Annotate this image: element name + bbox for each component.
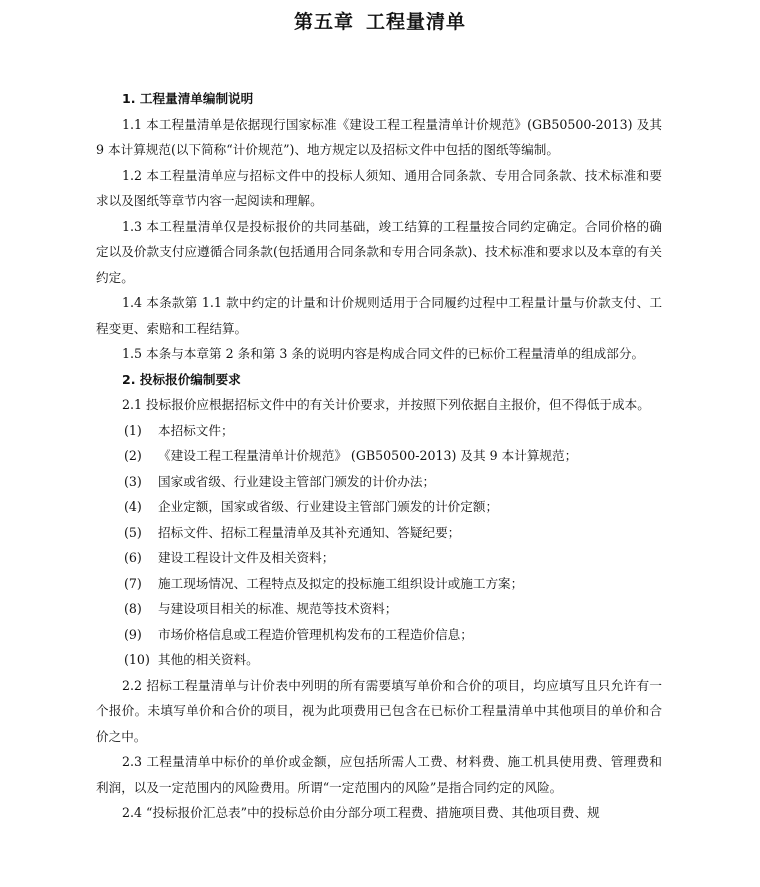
list-item-number: (6) [124,550,142,565]
list-item-text: 建设工程设计文件及相关资料； [158,550,335,565]
list-item [96,418,662,444]
paragraph-1-3: 1.3 本工程量清单仅是投标报价的共同基础，竣工结算的工程量按合同约定确定。合同价格的确定以及价款支付应遵循合同条款(包括通用合同条款和专用合同条款)、技术标准和要求以及本章的有关约定。 [96,218,662,285]
list-item-number: (10) [124,652,150,667]
paragraph-2-2: 2.2 招标工程量清单与计价表中列明的所有需要填写单价和合价的项目，均应填写且只允许有一个报价。未填写单价和合价的项目，视为此项费用已包含在已标价工程量清单中其他项目的单价和合价之中。 [96,677,662,744]
paragraph-1-4: 1.4 本条款第 1.1 款中约定的计量和计价规则适用于合同履约过程中工程量计量与价款支付、工程变更、索赔和工程结算。 [96,295,662,336]
paragraph-1-5: 1.5 本条与本章第 2 条和第 3 条的说明内容是构成合同文件的已标价工程量清单的组成部分。 [122,346,645,361]
paragraph-1-1: 1.1 本工程量清单是依据现行国家标准《建设工程工程量清单计价规范》(GB50500-2013) 及其 9 本计算规范(以下简称“计价规范”)、地方规定以及招标文件中包括的图纸等编制。 [96,116,662,157]
paragraph-2-3: 2.3 工程量清单中标价的单价或金额，应包括所需人工费、材料费、施工机具使用费、管理费和利润，以及一定范围内的风险费用。所谓“一定范围内的风险”是指合同约定的风险。 [96,754,662,795]
section-2-heading: 2. 投标报价编制要求 [122,371,241,387]
list-item-text: 《建设工程工程量清单计价规范》 (GB50500-2013) 及其 9 本计算规范； [158,448,578,463]
list-item-text: 其他的相关资料。 [158,652,259,667]
list-item [96,443,662,469]
list-item [96,520,662,546]
list-item [96,571,662,597]
list-item-number: (7) [124,575,142,591]
list-item-text: 招标文件、招标工程量清单及其补充通知、答疑纪要； [158,524,461,540]
list-item-number: (5) [124,524,142,540]
paragraph-2-1: 2.1 投标报价应根据招标文件中的有关计价要求，并按照下列依据自主报价，但不得低于成本。 [122,397,650,412]
list-item [96,469,662,495]
basis-list [96,418,662,673]
list-item-number: (9) [124,626,142,642]
list-item-number: (2) [124,448,142,463]
list-item [96,622,662,648]
list-item-text: 国家或省级、行业建设主管部门颁发的计价办法； [158,473,436,489]
list-item-text: 本招标文件； [158,422,234,438]
paragraph-1-2: 1.2 本工程量清单应与招标文件中的投标人须知、通用合同条款、专用合同条款、技术标准和要求以及图纸等章节内容一起阅读和理解。 [96,167,662,208]
list-item-number: (1) [124,422,142,438]
list-item [96,647,662,673]
list-item [96,596,662,622]
list-item-text: 市场价格信息或工程造价管理机构发布的工程造价信息； [158,626,473,642]
list-item-text: 企业定额，国家或省级、行业建设主管部门颁发的计价定额； [158,499,499,514]
list-item-number: (8) [124,601,142,616]
list-item-number: (3) [124,473,142,489]
list-item-text: 施工现场情况、工程特点及拟定的投标施工组织设计或施工方案； [158,575,524,591]
document-body [96,86,662,826]
list-item [96,494,662,520]
chapter-number: 第五章 [293,11,354,33]
list-item-number: (4) [124,499,142,514]
page-title [0,9,760,35]
paragraph-2-4: 2.4 “投标报价汇总表”中的投标总价由分部分项工程费、措施项目费、其他项目费、规 [122,805,600,820]
section-1-heading: 1. 工程量清单编制说明 [122,91,254,106]
chapter-name: 工程量清单 [366,11,467,33]
list-item-text: 与建设项目相关的标准、规范等技术资料； [158,601,398,616]
list-item [96,545,662,571]
